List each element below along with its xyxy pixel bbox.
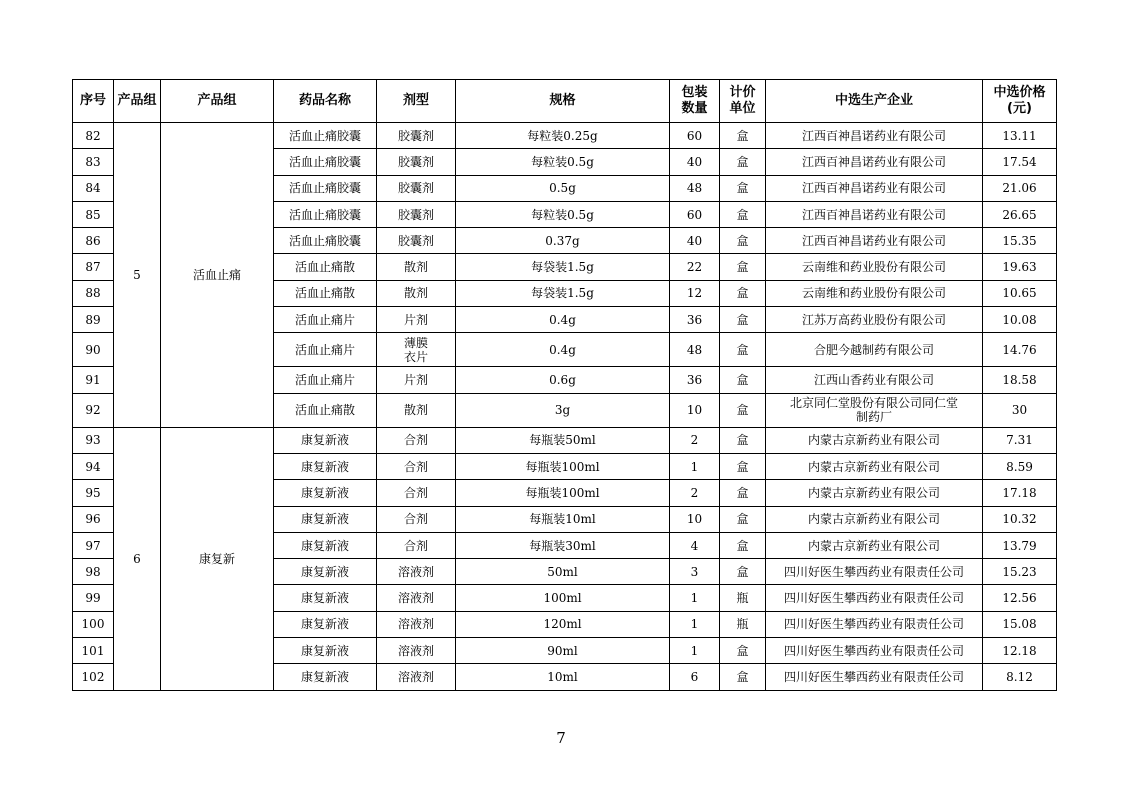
specification-cell: 120ml bbox=[456, 611, 670, 637]
drug-name-cell: 康复新液 bbox=[274, 506, 377, 532]
pricing-unit-cell: 盒 bbox=[720, 201, 766, 227]
dosage-form-cell: 薄膜 衣片 bbox=[377, 333, 456, 367]
package-qty-cell: 10 bbox=[670, 506, 720, 532]
pricing-unit-cell: 瓶 bbox=[720, 611, 766, 637]
drug-name-cell: 活血止痛胶囊 bbox=[274, 175, 377, 201]
group-number-cell: 5 bbox=[114, 123, 161, 428]
price-cell: 19.63 bbox=[983, 254, 1057, 280]
pricing-unit-cell: 瓶 bbox=[720, 585, 766, 611]
dosage-form-cell: 散剂 bbox=[377, 280, 456, 306]
price-cell: 10.32 bbox=[983, 506, 1057, 532]
serial-cell: 95 bbox=[73, 480, 114, 506]
header-dosage-form: 剂型 bbox=[377, 80, 456, 123]
manufacturer-cell: 江苏万高药业股份有限公司 bbox=[766, 307, 983, 333]
pricing-unit-cell: 盒 bbox=[720, 280, 766, 306]
pricing-unit-cell: 盒 bbox=[720, 453, 766, 479]
drug-name-cell: 康复新液 bbox=[274, 638, 377, 664]
price-cell: 15.08 bbox=[983, 611, 1057, 637]
drug-name-cell: 康复新液 bbox=[274, 453, 377, 479]
specification-cell: 每粒装0.5g bbox=[456, 201, 670, 227]
drug-name-cell: 活血止痛片 bbox=[274, 333, 377, 367]
manufacturer-cell: 四川好医生攀西药业有限责任公司 bbox=[766, 585, 983, 611]
dosage-form-cell: 合剂 bbox=[377, 427, 456, 453]
manufacturer-cell: 江西百神昌诺药业有限公司 bbox=[766, 228, 983, 254]
group-name-cell: 康复新 bbox=[161, 427, 274, 690]
pricing-unit-cell: 盒 bbox=[720, 254, 766, 280]
serial-cell: 82 bbox=[73, 123, 114, 149]
package-qty-cell: 1 bbox=[670, 585, 720, 611]
serial-cell: 101 bbox=[73, 638, 114, 664]
header-drug-name: 药品名称 bbox=[274, 80, 377, 123]
specification-cell: 0.6g bbox=[456, 367, 670, 393]
package-qty-cell: 6 bbox=[670, 664, 720, 690]
dosage-form-cell: 胶囊剂 bbox=[377, 201, 456, 227]
drug-name-cell: 康复新液 bbox=[274, 532, 377, 558]
serial-cell: 93 bbox=[73, 427, 114, 453]
specification-cell: 每瓶装100ml bbox=[456, 453, 670, 479]
price-cell: 8.12 bbox=[983, 664, 1057, 690]
serial-cell: 83 bbox=[73, 149, 114, 175]
drug-name-cell: 活血止痛散 bbox=[274, 393, 377, 427]
serial-cell: 88 bbox=[73, 280, 114, 306]
price-cell: 12.56 bbox=[983, 585, 1057, 611]
dosage-form-cell: 合剂 bbox=[377, 480, 456, 506]
specification-cell: 每瓶装50ml bbox=[456, 427, 670, 453]
price-cell: 8.59 bbox=[983, 453, 1057, 479]
pricing-unit-cell: 盒 bbox=[720, 149, 766, 175]
specification-cell: 每瓶装100ml bbox=[456, 480, 670, 506]
drug-name-cell: 康复新液 bbox=[274, 427, 377, 453]
specification-cell: 50ml bbox=[456, 559, 670, 585]
drug-name-cell: 康复新液 bbox=[274, 480, 377, 506]
pricing-unit-cell: 盒 bbox=[720, 559, 766, 585]
pricing-unit-cell: 盒 bbox=[720, 228, 766, 254]
package-qty-cell: 40 bbox=[670, 149, 720, 175]
package-qty-cell: 1 bbox=[670, 453, 720, 479]
specification-cell: 0.4g bbox=[456, 333, 670, 367]
manufacturer-cell: 江西百神昌诺药业有限公司 bbox=[766, 201, 983, 227]
manufacturer-cell: 内蒙古京新药业有限公司 bbox=[766, 427, 983, 453]
header-pricing-unit: 计价 单位 bbox=[720, 80, 766, 123]
drug-name-cell: 活血止痛片 bbox=[274, 367, 377, 393]
specification-cell: 每袋装1.5g bbox=[456, 254, 670, 280]
dosage-form-cell: 溶液剂 bbox=[377, 638, 456, 664]
serial-cell: 96 bbox=[73, 506, 114, 532]
manufacturer-cell: 江西百神昌诺药业有限公司 bbox=[766, 149, 983, 175]
manufacturer-cell: 江西百神昌诺药业有限公司 bbox=[766, 123, 983, 149]
dosage-form-cell: 合剂 bbox=[377, 506, 456, 532]
package-qty-cell: 22 bbox=[670, 254, 720, 280]
specification-cell: 3g bbox=[456, 393, 670, 427]
price-cell: 17.54 bbox=[983, 149, 1057, 175]
dosage-form-cell: 散剂 bbox=[377, 254, 456, 280]
package-qty-cell: 2 bbox=[670, 427, 720, 453]
manufacturer-cell: 内蒙古京新药业有限公司 bbox=[766, 532, 983, 558]
package-qty-cell: 12 bbox=[670, 280, 720, 306]
serial-cell: 99 bbox=[73, 585, 114, 611]
specification-cell: 每粒装0.25g bbox=[456, 123, 670, 149]
manufacturer-cell: 四川好医生攀西药业有限责任公司 bbox=[766, 638, 983, 664]
pricing-unit-cell: 盒 bbox=[720, 175, 766, 201]
header-row bbox=[73, 80, 1057, 123]
package-qty-cell: 60 bbox=[670, 123, 720, 149]
serial-cell: 87 bbox=[73, 254, 114, 280]
pricing-unit-cell: 盒 bbox=[720, 664, 766, 690]
table-row bbox=[73, 123, 1057, 149]
serial-cell: 94 bbox=[73, 453, 114, 479]
dosage-form-cell: 片剂 bbox=[377, 307, 456, 333]
manufacturer-cell: 内蒙古京新药业有限公司 bbox=[766, 480, 983, 506]
price-cell: 12.18 bbox=[983, 638, 1057, 664]
price-cell: 13.79 bbox=[983, 532, 1057, 558]
manufacturer-cell: 四川好医生攀西药业有限责任公司 bbox=[766, 664, 983, 690]
header-package-qty: 包装 数量 bbox=[670, 80, 720, 123]
drug-name-cell: 活血止痛散 bbox=[274, 280, 377, 306]
serial-cell: 92 bbox=[73, 393, 114, 427]
drug-name-cell: 康复新液 bbox=[274, 664, 377, 690]
specification-cell: 0.4g bbox=[456, 307, 670, 333]
package-qty-cell: 60 bbox=[670, 201, 720, 227]
group-number-cell: 6 bbox=[114, 427, 161, 690]
pricing-unit-cell: 盒 bbox=[720, 307, 766, 333]
manufacturer-cell: 内蒙古京新药业有限公司 bbox=[766, 453, 983, 479]
table-body bbox=[73, 123, 1057, 691]
pricing-unit-cell: 盒 bbox=[720, 367, 766, 393]
drug-name-cell: 活血止痛胶囊 bbox=[274, 149, 377, 175]
pricing-unit-cell: 盒 bbox=[720, 123, 766, 149]
serial-cell: 102 bbox=[73, 664, 114, 690]
dosage-form-cell: 胶囊剂 bbox=[377, 175, 456, 201]
specification-cell: 0.37g bbox=[456, 228, 670, 254]
package-qty-cell: 1 bbox=[670, 638, 720, 664]
specification-cell: 每瓶装10ml bbox=[456, 506, 670, 532]
dosage-form-cell: 胶囊剂 bbox=[377, 228, 456, 254]
pricing-unit-cell: 盒 bbox=[720, 638, 766, 664]
dosage-form-cell: 溶液剂 bbox=[377, 611, 456, 637]
dosage-form-cell: 合剂 bbox=[377, 532, 456, 558]
specification-cell: 每瓶装30ml bbox=[456, 532, 670, 558]
manufacturer-cell: 云南维和药业股份有限公司 bbox=[766, 280, 983, 306]
manufacturer-cell: 四川好医生攀西药业有限责任公司 bbox=[766, 559, 983, 585]
dosage-form-cell: 溶液剂 bbox=[377, 664, 456, 690]
drug-name-cell: 康复新液 bbox=[274, 611, 377, 637]
price-cell: 10.08 bbox=[983, 307, 1057, 333]
package-qty-cell: 2 bbox=[670, 480, 720, 506]
page-number: 7 bbox=[556, 729, 566, 747]
table-row bbox=[73, 427, 1057, 453]
package-qty-cell: 40 bbox=[670, 228, 720, 254]
manufacturer-cell: 北京同仁堂股份有限公司同仁堂 制药厂 bbox=[766, 393, 983, 427]
pricing-unit-cell: 盒 bbox=[720, 532, 766, 558]
dosage-form-cell: 散剂 bbox=[377, 393, 456, 427]
drug-name-cell: 康复新液 bbox=[274, 559, 377, 585]
price-cell: 26.65 bbox=[983, 201, 1057, 227]
dosage-form-cell: 合剂 bbox=[377, 453, 456, 479]
header-specification: 规格 bbox=[456, 80, 670, 123]
serial-cell: 85 bbox=[73, 201, 114, 227]
serial-cell: 98 bbox=[73, 559, 114, 585]
drug-name-cell: 活血止痛片 bbox=[274, 307, 377, 333]
price-cell: 30 bbox=[983, 393, 1057, 427]
price-cell: 17.18 bbox=[983, 480, 1057, 506]
dosage-form-cell: 溶液剂 bbox=[377, 559, 456, 585]
header-price: 中选价格 (元) bbox=[983, 80, 1057, 123]
specification-cell: 每粒装0.5g bbox=[456, 149, 670, 175]
package-qty-cell: 36 bbox=[670, 307, 720, 333]
specification-cell: 每袋装1.5g bbox=[456, 280, 670, 306]
pricing-unit-cell: 盒 bbox=[720, 427, 766, 453]
price-cell: 13.11 bbox=[983, 123, 1057, 149]
header-group-no: 产品组 bbox=[114, 80, 161, 123]
dosage-form-cell: 片剂 bbox=[377, 367, 456, 393]
specification-cell: 90ml bbox=[456, 638, 670, 664]
pricing-unit-cell: 盒 bbox=[720, 333, 766, 367]
serial-cell: 100 bbox=[73, 611, 114, 637]
specification-cell: 10ml bbox=[456, 664, 670, 690]
serial-cell: 89 bbox=[73, 307, 114, 333]
package-qty-cell: 48 bbox=[670, 175, 720, 201]
drug-name-cell: 活血止痛胶囊 bbox=[274, 228, 377, 254]
price-cell: 15.35 bbox=[983, 228, 1057, 254]
dosage-form-cell: 胶囊剂 bbox=[377, 123, 456, 149]
drug-name-cell: 活血止痛散 bbox=[274, 254, 377, 280]
package-qty-cell: 48 bbox=[670, 333, 720, 367]
manufacturer-cell: 四川好医生攀西药业有限责任公司 bbox=[766, 611, 983, 637]
manufacturer-cell: 江西山香药业有限公司 bbox=[766, 367, 983, 393]
price-cell: 14.76 bbox=[983, 333, 1057, 367]
dosage-form-cell: 溶液剂 bbox=[377, 585, 456, 611]
package-qty-cell: 1 bbox=[670, 611, 720, 637]
group-name-cell: 活血止痛 bbox=[161, 123, 274, 428]
serial-cell: 97 bbox=[73, 532, 114, 558]
dosage-form-cell: 胶囊剂 bbox=[377, 149, 456, 175]
package-qty-cell: 36 bbox=[670, 367, 720, 393]
pricing-unit-cell: 盒 bbox=[720, 506, 766, 532]
manufacturer-cell: 江西百神昌诺药业有限公司 bbox=[766, 175, 983, 201]
pricing-unit-cell: 盒 bbox=[720, 393, 766, 427]
price-cell: 10.65 bbox=[983, 280, 1057, 306]
serial-cell: 84 bbox=[73, 175, 114, 201]
header-serial: 序号 bbox=[73, 80, 114, 123]
price-cell: 21.06 bbox=[983, 175, 1057, 201]
manufacturer-cell: 云南维和药业股份有限公司 bbox=[766, 254, 983, 280]
drug-name-cell: 活血止痛胶囊 bbox=[274, 123, 377, 149]
package-qty-cell: 10 bbox=[670, 393, 720, 427]
drug-name-cell: 活血止痛胶囊 bbox=[274, 201, 377, 227]
price-cell: 15.23 bbox=[983, 559, 1057, 585]
price-cell: 7.31 bbox=[983, 427, 1057, 453]
header-group-name: 产品组 bbox=[161, 80, 274, 123]
specification-cell: 0.5g bbox=[456, 175, 670, 201]
package-qty-cell: 4 bbox=[670, 532, 720, 558]
pricing-unit-cell: 盒 bbox=[720, 480, 766, 506]
header-manufacturer: 中选生产企业 bbox=[766, 80, 983, 123]
serial-cell: 86 bbox=[73, 228, 114, 254]
serial-cell: 91 bbox=[73, 367, 114, 393]
serial-cell: 90 bbox=[73, 333, 114, 367]
drug-price-table bbox=[72, 79, 1057, 691]
manufacturer-cell: 内蒙古京新药业有限公司 bbox=[766, 506, 983, 532]
price-cell: 18.58 bbox=[983, 367, 1057, 393]
package-qty-cell: 3 bbox=[670, 559, 720, 585]
specification-cell: 100ml bbox=[456, 585, 670, 611]
drug-name-cell: 康复新液 bbox=[274, 585, 377, 611]
manufacturer-cell: 合肥今越制药有限公司 bbox=[766, 333, 983, 367]
